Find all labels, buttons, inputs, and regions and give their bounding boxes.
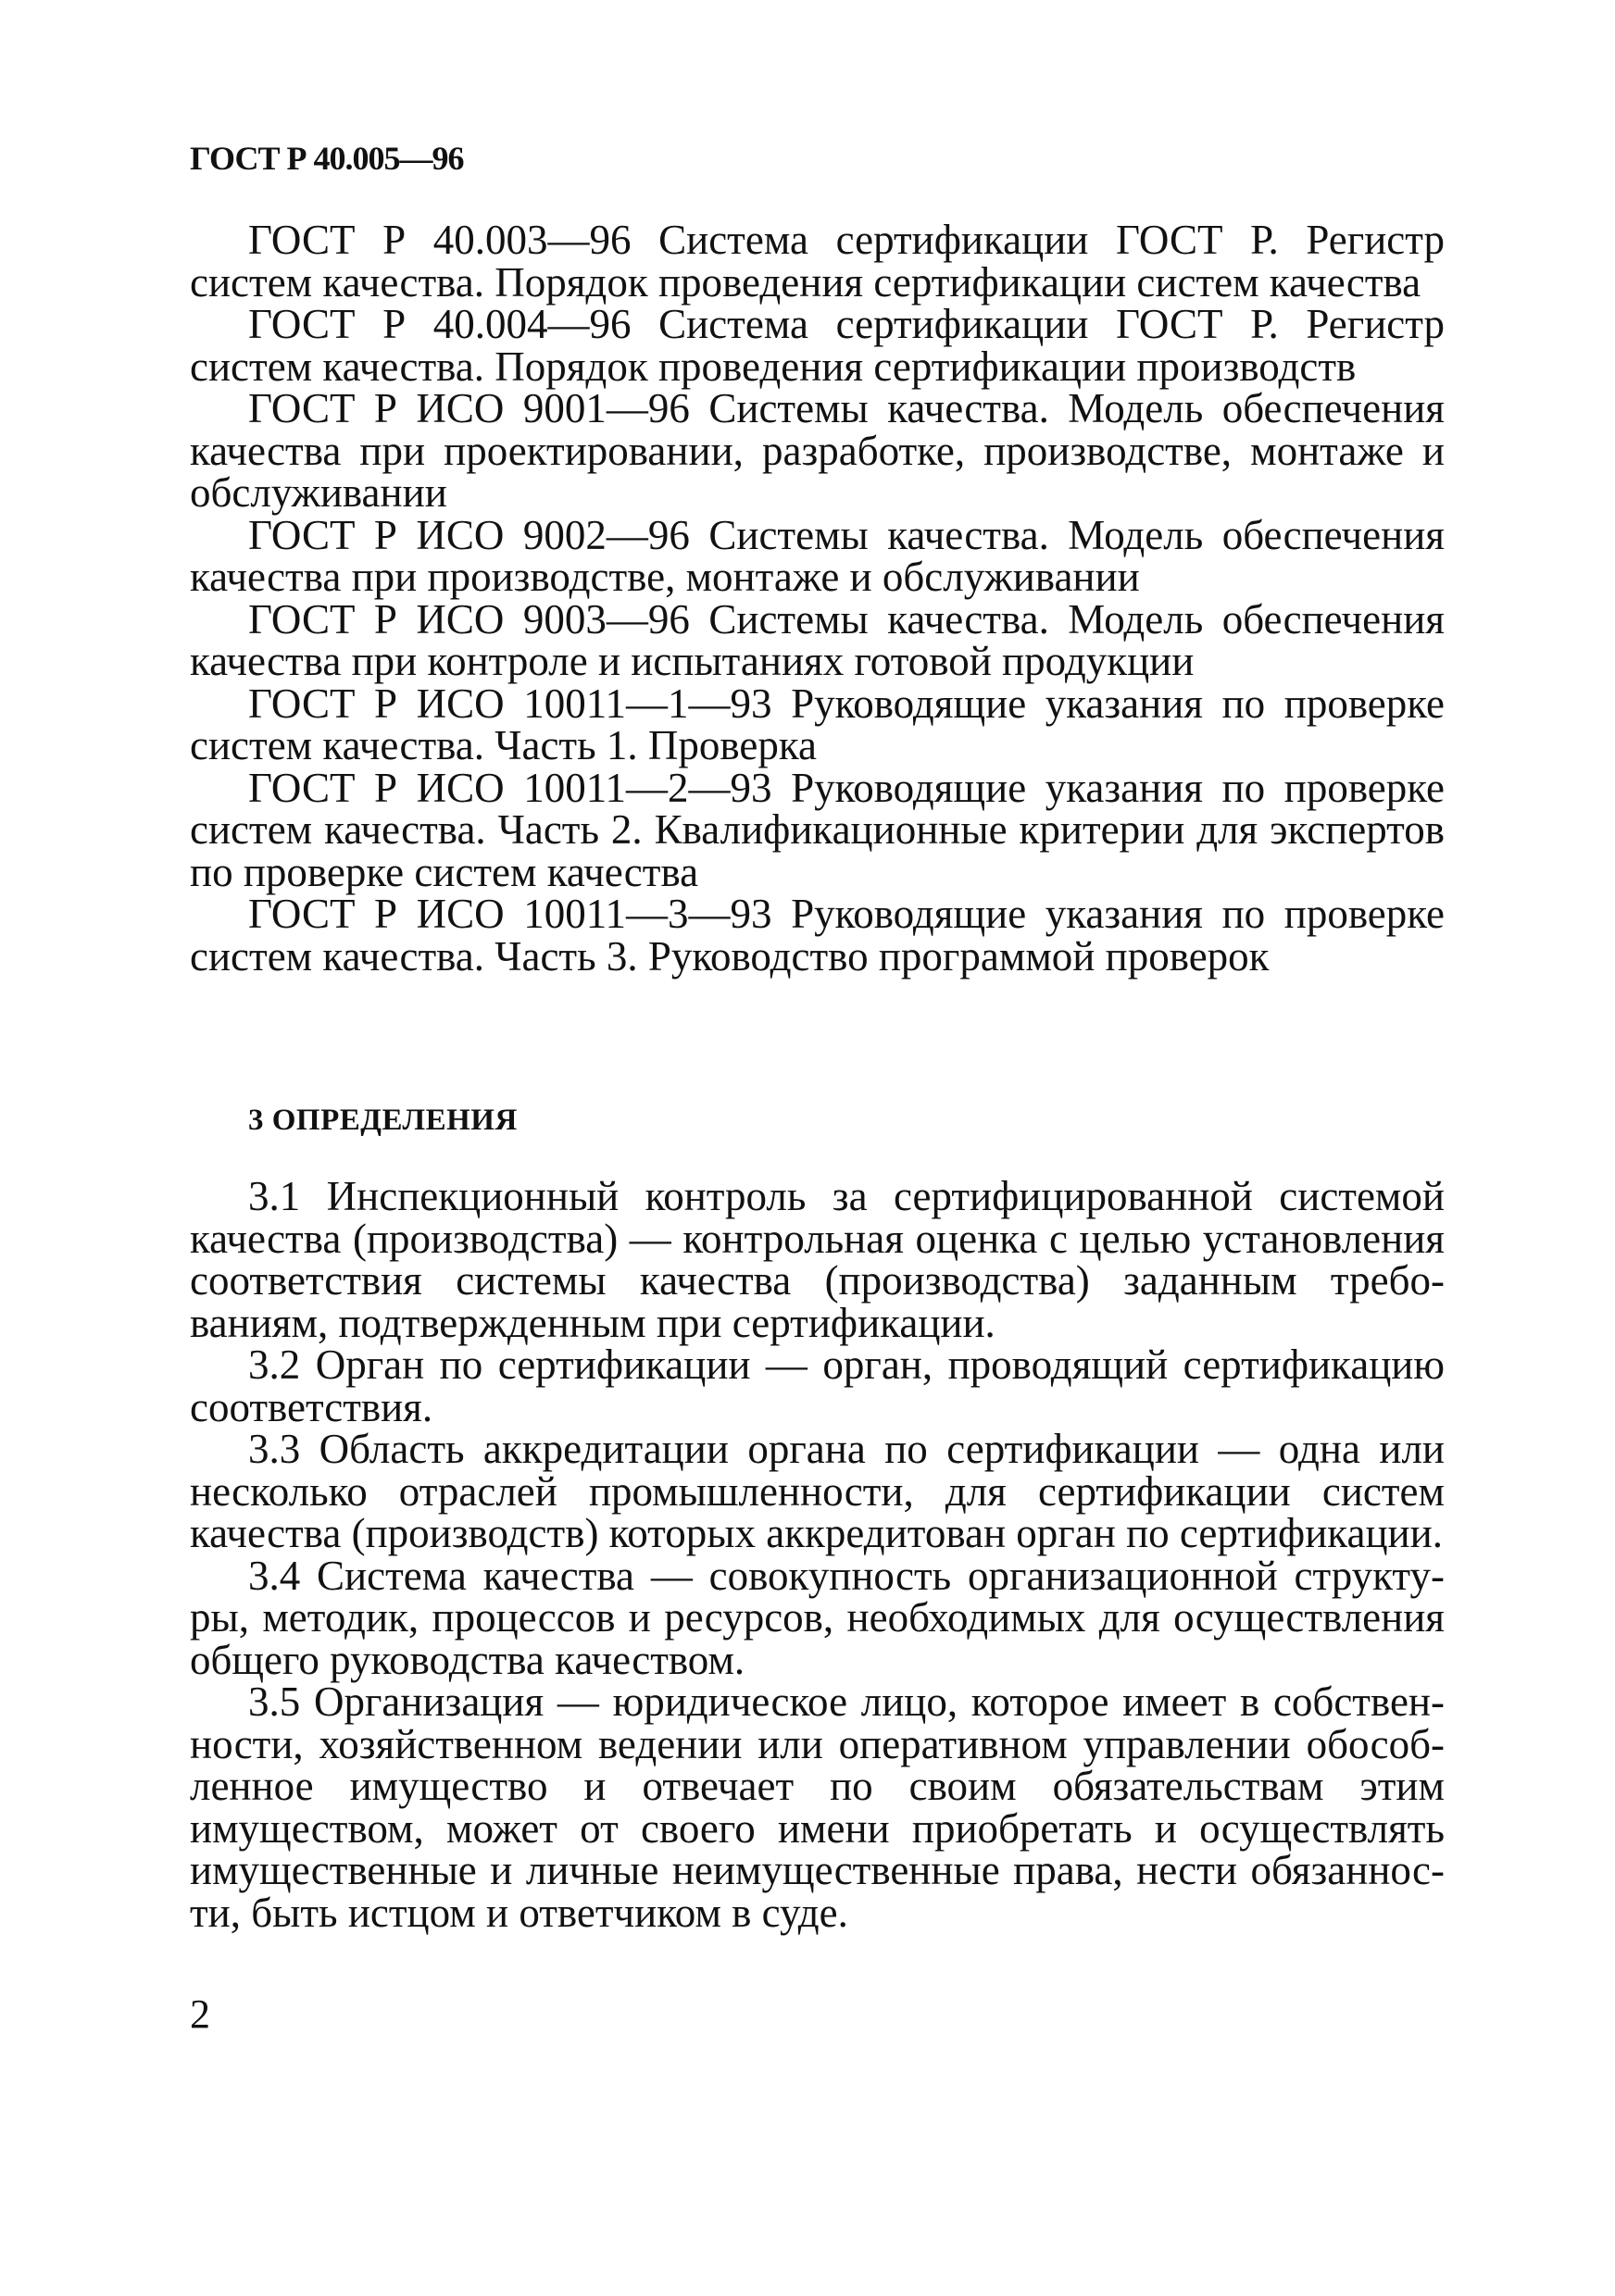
reference-item: ГОСТ Р 40.003—96 Система сертификации ГОСТ Р. Регистр систем качества. Порядок проведения сертификации систем качества [190, 217, 1445, 306]
reference-item: ГОСТ Р ИСО 9001—96 Системы качества. Модель обеспечения качества при проектировании, разработке, производстве, монтаже и обслуживании [190, 385, 1445, 516]
section-heading: 3 ОПРЕДЕЛЕНИЯ [248, 1104, 518, 1137]
normative-references [190, 219, 1445, 978]
definition-item: 3.1 Инспекционный контроль за сертифицированной системой качества (производства) — контрольная оценка с целью установления соответствия системы качества (производства) заданным требованиям, подтвержденным при сертификации. [190, 1173, 1445, 1346]
definition-item: 3.4 Система качества — совокупность организационной структуры, методик, процессов и ресурсов, необходимых для осуществления общего руководства качеством. [190, 1552, 1445, 1683]
reference-item: ГОСТ Р 40.004—96 Система сертификации ГОСТ Р. Регистр систем качества. Порядок проведения сертификации производств [190, 301, 1445, 390]
reference-item: ГОСТ Р ИСО 9002—96 Системы качества. Модель обеспечения качества при производстве, монтаже и обслуживании [190, 511, 1445, 600]
reference-item: ГОСТ Р ИСО 10011—3—93 Руководящие указания по проверке систем качества. Часть 3. Руководство программой проверок [190, 891, 1445, 980]
page-number: 2 [190, 1991, 210, 2037]
reference-item: ГОСТ Р ИСО 9003—96 Системы качества. Модель обеспечения качества при контроле и испытаниях готовой продукции [190, 595, 1445, 684]
reference-item: ГОСТ Р ИСО 10011—1—93 Руководящие указания по проверке систем качества. Часть 1. Проверка [190, 680, 1445, 768]
reference-item: ГОСТ Р ИСО 10011—2—93 Руководящие указания по проверке систем качества. Часть 2. Квалификационные критерии для экспертов по проверке систем качества [190, 764, 1445, 895]
definition-item: 3.5 Организация — юридическое лицо, которое имеет в собственности, хозяйственном ведении или оперативном управлении обособленное имущество и отвечает по своим обязательствам этим имуществом, может от своего имени приобретать и осуществлять имущественные и личные неимущественные права, нести обязанности, быть истцом и ответчиком в суде. [190, 1678, 1445, 1936]
definition-item: 3.3 Область аккредитации органа по сертификации — одна или несколько отраслей промышленности, для сертификации систем качества (производств) которых аккредитован орган по сертификации. [190, 1426, 1445, 1556]
definitions [190, 1173, 1445, 1936]
running-head: ГОСТ Р 40.005—96 [190, 140, 464, 177]
definition-item: 3.2 Орган по сертификации — орган, проводящий сертификацию соответствия. [190, 1341, 1445, 1430]
